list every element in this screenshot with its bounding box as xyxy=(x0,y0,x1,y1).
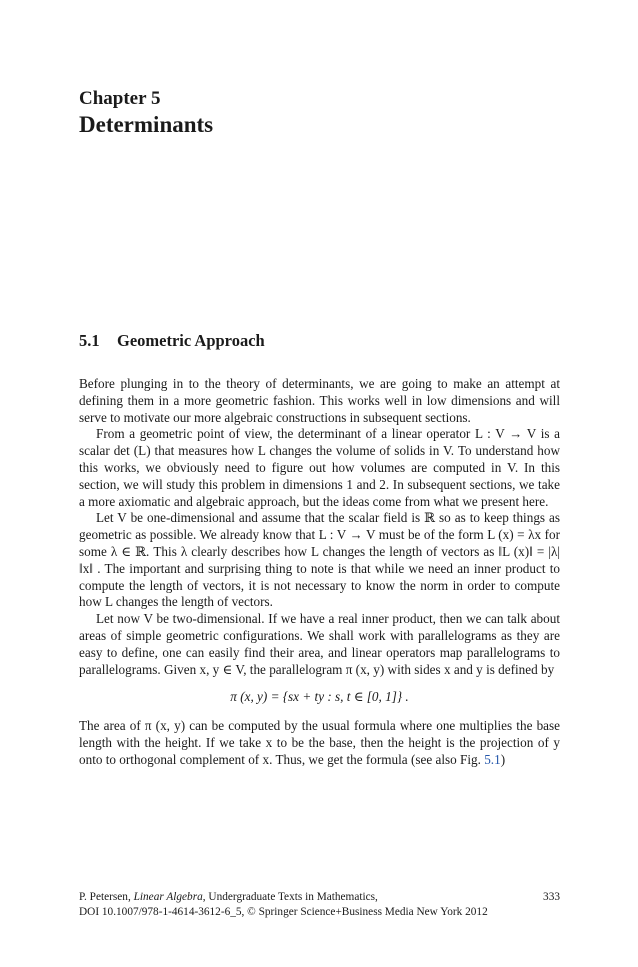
footer-doi: DOI 10.1007/978-1-4614-3612-6_5, © Springer Science+Business Media New York 2012 xyxy=(79,906,488,918)
footer-book-title: Linear Algebra xyxy=(133,891,203,903)
chapter-title: Determinants xyxy=(79,112,214,137)
paragraph-intro: Before plunging in to the theory of determinants, we are going to make an attempt at defining them in a more geometric fashion. This works well in low dimensions and will serve to motivate our more algebraic constructions in subsequent sections. xyxy=(79,376,560,425)
figure-reference-link[interactable]: 5.1 xyxy=(484,751,501,767)
paragraph-geometric-view: From a geometric point of view, the determinant of a linear operator L : V → V is a scalar det (L) that measures how L changes the volume of solids in V. To understand how this works, we obviously need to figure out how volumes are computed in V. In this section, we will study this problem in dimensions 1 and 2. In subsequent sections, we take a more axiomatic and algebraic approach, but the ideas come from what we present here. xyxy=(79,426,560,509)
section-number: 5.1 xyxy=(79,331,100,350)
footer-author: P. Petersen, xyxy=(79,891,134,903)
paragraph-two-dimensional: Let now V be two-dimensional. If we have a real inner product, then we can talk about areas of simple geometric configurations. We shall work with parallelograms as they are easy to define, one can easily find their area, and linear operators map parallelograms to parallelograms. Given x, y ∈ V, the parallelogram π (x, y) with sides x and y is defined by xyxy=(79,611,560,677)
area-text-end: ) xyxy=(500,751,506,767)
page-footer xyxy=(79,890,560,920)
page-number: 333 xyxy=(543,891,560,903)
footer-citation xyxy=(79,890,378,905)
section-title: Geometric Approach xyxy=(117,331,265,350)
section-heading xyxy=(79,331,265,351)
parallelogram-equation: π (x, y) = {sx + ty : s, t ∈ [0, 1]} . xyxy=(230,689,409,705)
body-text xyxy=(79,376,560,769)
footer-line-1 xyxy=(79,890,560,905)
area-text: The area of π (x, y) can be computed by the usual formula where one multiplies the base length with the height. If we take x to be the base, then the height is the projection of y onto to orthogonal complement of x. Thus, we get the formula (see also Fig. xyxy=(79,718,560,767)
paragraph-area xyxy=(79,718,560,768)
footer-series: , Undergraduate Texts in Mathematics, xyxy=(202,891,378,903)
paragraph-one-dimensional: Let V be one-dimensional and assume that the scalar field is ℝ so as to keep things as geometric as possible. We already know that L : V → V must be of the form L (x) = λx for some λ ∈ ℝ. This λ clearly describes how L changes the length of vectors as ‖L (x)‖ = |λ| ‖x‖ . The important and surprising thing to note is that while we need an inner product to compute the length of vectors, it is not necessary to know the norm in order to compute how L changes the length of vectors. xyxy=(79,510,560,610)
chapter-label: Chapter 5 xyxy=(79,88,161,109)
